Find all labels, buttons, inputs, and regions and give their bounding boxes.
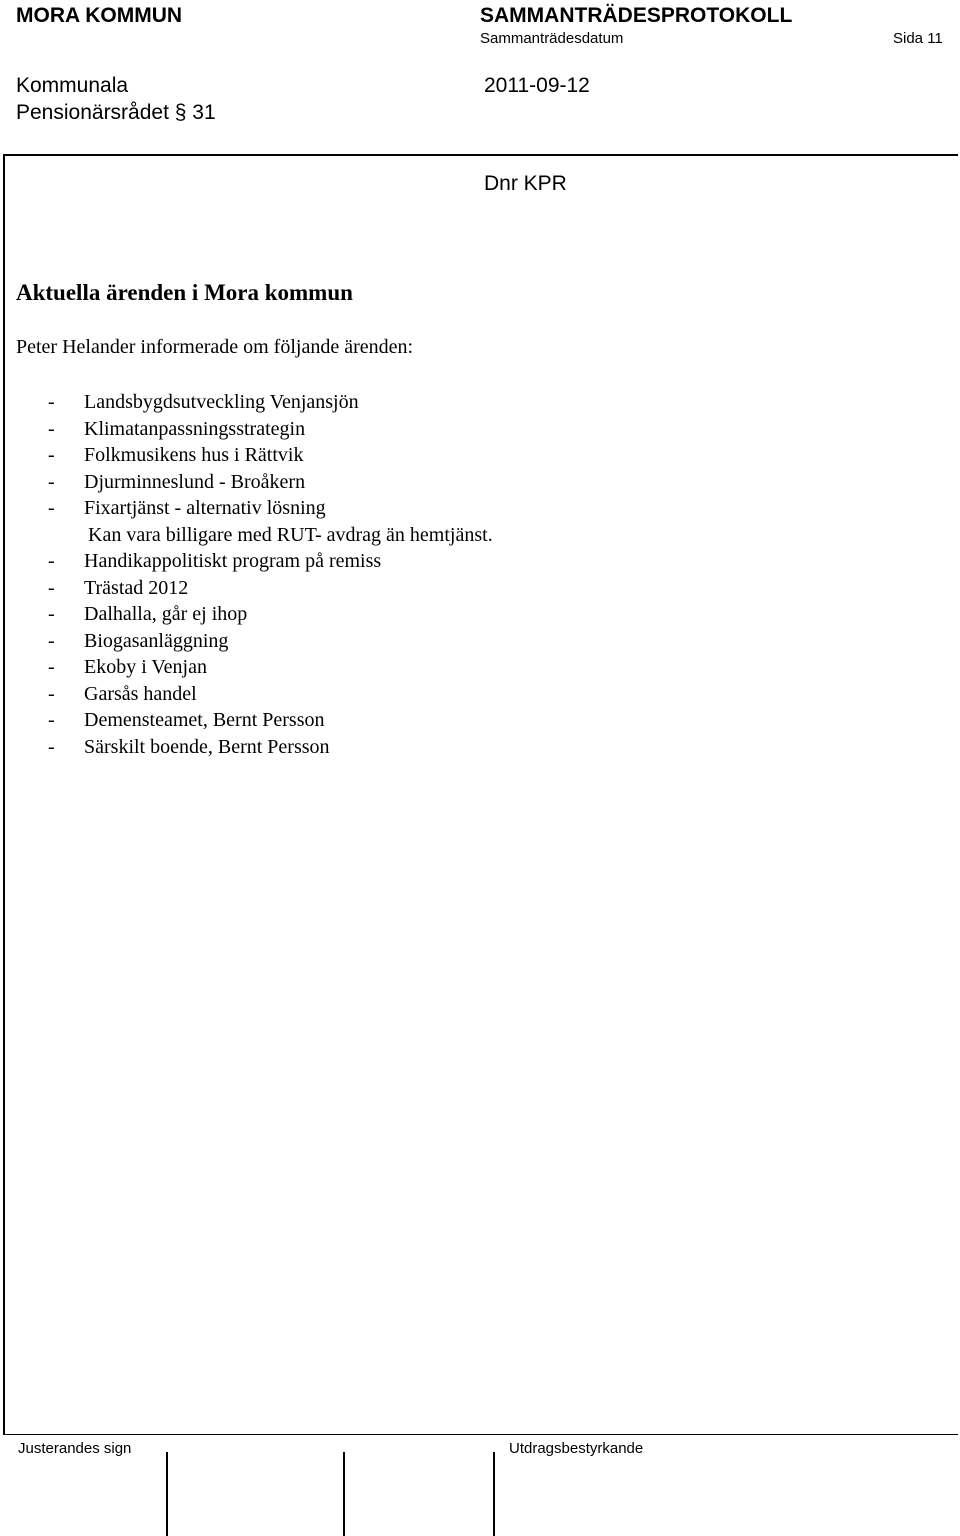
list-dash: - xyxy=(48,576,55,599)
list-dash: - xyxy=(48,470,55,493)
list-dash: - xyxy=(48,656,55,678)
list-item-text: Handikappolitiskt program på remiss xyxy=(84,550,382,572)
organization-name: MORA KOMMUN xyxy=(16,4,183,27)
signature-box-divider xyxy=(343,1452,345,1536)
list-dash: - xyxy=(48,550,55,572)
section-title: Aktuella ärenden i Mora kommun xyxy=(16,280,353,305)
list-item-text: Biogasanläggning xyxy=(84,629,229,652)
list-item-text: Garsås handel xyxy=(84,682,197,705)
page-number: Sida 11 xyxy=(893,30,943,47)
signature-box-divider xyxy=(166,1452,168,1536)
footer-top-border xyxy=(3,1434,958,1435)
list-item-text: Klimatanpassningsstrategin xyxy=(84,417,306,440)
list-dash: - xyxy=(48,709,55,731)
list-dash: - xyxy=(48,444,55,466)
intro-text: Peter Helander informerade om följande ärenden: xyxy=(16,336,414,358)
date-label: Sammanträdesdatum xyxy=(480,30,624,47)
content-frame-top-border xyxy=(3,154,958,156)
list-item-text: Demensteamet, Bernt Persson xyxy=(84,709,325,731)
list-dash: - xyxy=(48,629,55,652)
list-item-text: Djurminneslund - Broåkern xyxy=(84,470,306,493)
list-dash: - xyxy=(48,391,55,413)
list-dash: - xyxy=(48,603,55,625)
list-item-text: Fixartjänst - alternativ lösning xyxy=(84,497,326,519)
list-item-text: Landsbygdsutveckling Venjansjön xyxy=(84,391,359,413)
utdragsbestyrkande-label: Utdragsbestyrkande xyxy=(509,1440,644,1457)
justerandes-sign-label: Justerandes sign xyxy=(18,1440,132,1457)
meeting-date: 2011-09-12 xyxy=(484,74,590,97)
list-item-text: Trästad 2012 xyxy=(84,576,189,599)
list-dash: - xyxy=(48,497,55,519)
dnr-reference: Dnr KPR xyxy=(484,172,567,195)
list-dash: - xyxy=(48,682,55,705)
list-item-text: Särskilt boende, Bernt Persson xyxy=(84,735,330,758)
list-item-text: Ekoby i Venjan xyxy=(84,656,207,678)
list-item-text: Kan vara billigare med RUT- avdrag än hemtjänst. xyxy=(88,523,493,546)
council-name-line1: Kommunala xyxy=(16,74,129,97)
list-dash: - xyxy=(48,417,55,440)
list-item-text: Folkmusikens hus i Rättvik xyxy=(84,444,304,466)
council-name-line2: Pensionärsrådet § 31 xyxy=(16,101,216,124)
content-frame-left-border xyxy=(3,154,5,1434)
list-dash: - xyxy=(48,735,55,758)
list-item-text: Dalhalla, går ej ihop xyxy=(84,603,248,625)
document-type: SAMMANTRÄDESPROTOKOLL xyxy=(480,4,793,27)
signature-box-divider xyxy=(493,1452,495,1536)
